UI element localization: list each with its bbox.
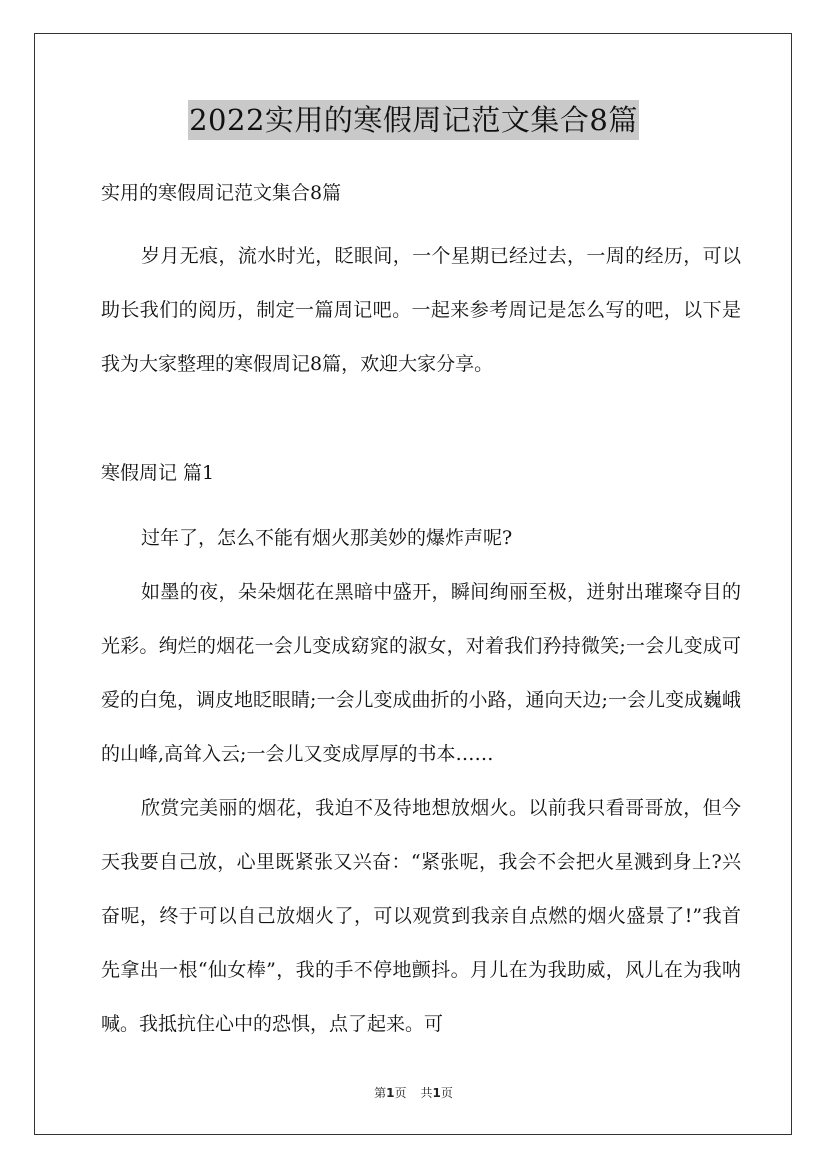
document-body <box>101 178 741 1051</box>
document-subtitle: 实用的寒假周记范文集合8篇 <box>101 182 342 204</box>
page-footer <box>0 1084 827 1101</box>
document-title: 2022实用的寒假周记范文集合8篇 <box>188 100 639 140</box>
page-total-prefix: 共 <box>420 1086 433 1100</box>
section-heading: 寒假周记 篇1 <box>101 462 215 484</box>
page-number-prefix: 第 <box>374 1086 387 1100</box>
body-paragraph: 过年了，怎么不能有烟火那美妙的爆炸声呢? <box>141 527 513 549</box>
body-paragraph: 如墨的夜，朵朵烟花在黑暗中盛开，瞬间绚丽至极，迸射出璀璨夺目的光彩。绚烂的烟花一会儿变成窈窕的淑女，对着我们矜持微笑;一会儿变成可爱的白兔，调皮地眨眼睛;一会儿变成曲折的小路，通向天边;一会儿变成巍峨的山峰,高耸入云;一会儿又变成厚厚的书本…… <box>101 581 741 765</box>
body-paragraph: 欣赏完美丽的烟花，我迫不及待地想放烟火。以前我只看哥哥放，但今天我要自己放，心里既紧张又兴奋：“紧张呢，我会不会把火星溅到身上?兴奋呢，终于可以自己放烟火了，可以观赏到我亲自点燃的烟火盛景了!”我首先拿出一根“仙女棒”，我的手不停地颤抖。月儿在为我助威，风儿在为我呐喊。我抵抗住心中的恐惧，点了起来。可 <box>101 797 741 1035</box>
page-total-suffix: 页 <box>440 1086 453 1100</box>
intro-paragraph: 岁月无痕，流水时光，眨眼间，一个星期已经过去，一周的经历，可以助长我们的阅历，制定一篇周记吧。一起来参考周记是怎么写的吧，以下是我为大家整理的寒假周记8篇，欢迎大家分享。 <box>101 245 741 375</box>
page-total: 1 <box>432 1086 441 1100</box>
title-container <box>0 100 827 140</box>
page-number-suffix: 页 <box>394 1086 407 1100</box>
page-number-current: 1 <box>386 1086 395 1100</box>
